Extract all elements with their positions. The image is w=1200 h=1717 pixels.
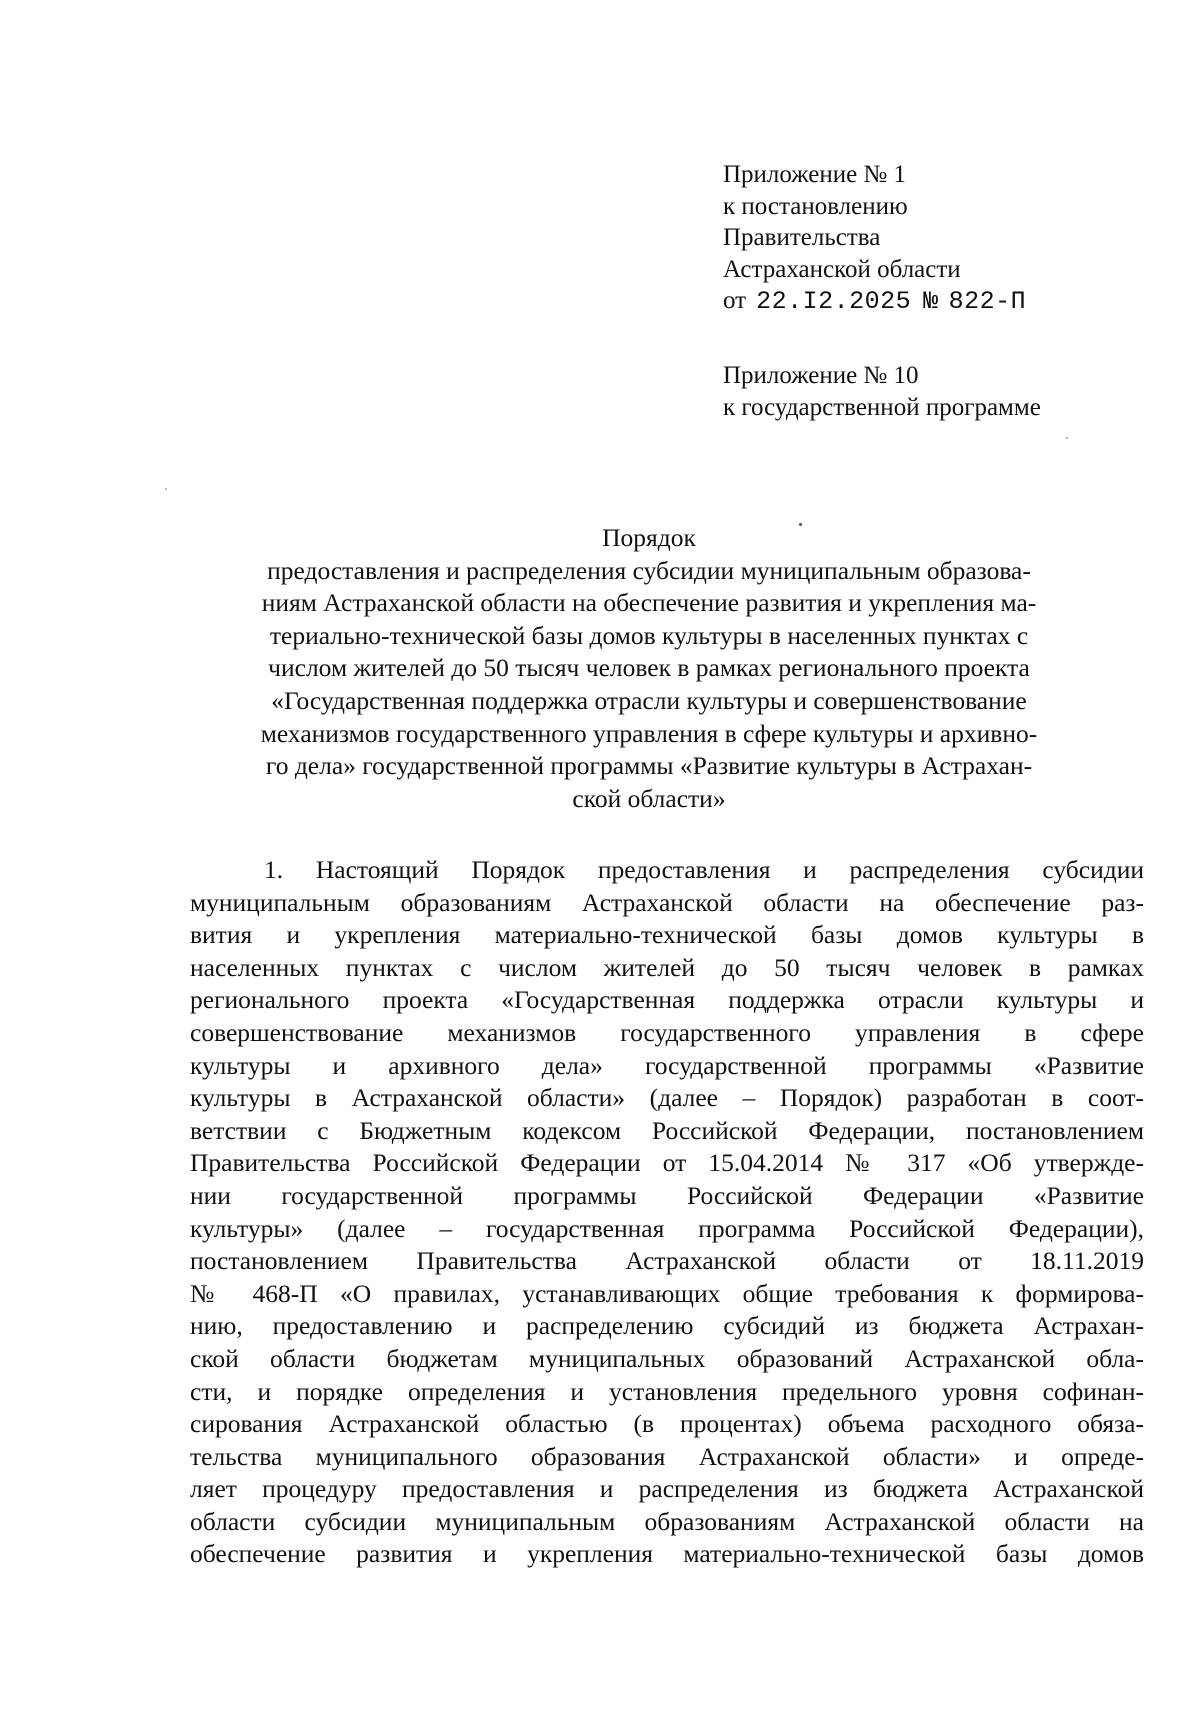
title-line: механизмов государственного управления в сфере культуры и архивно- xyxy=(260,718,1038,748)
appendix-1-line-4: Астраханской области xyxy=(723,255,961,283)
appendix-10-title: Приложение № 10 xyxy=(723,362,919,389)
body-line: нии государственной программы Российской Федерации «Развитие xyxy=(190,1180,1144,1210)
document-title xyxy=(190,522,1108,815)
body-line: муниципальным образованиям Астраханской области на обеспечение раз- xyxy=(190,887,1144,917)
body-line: вития и укрепления материально-технической базы домов культуры в xyxy=(190,920,1144,950)
body-line: сти, и порядке определения и установления предельного уровня софинан- xyxy=(190,1376,1144,1406)
body-line: ской области бюджетам муниципальных образований Астраханской обла- xyxy=(190,1343,1144,1373)
resolution-number: 822-П xyxy=(948,287,1027,316)
paragraph-1 xyxy=(190,854,1144,1571)
body-line: обеспечение развития и укрепления материально-технической базы домов xyxy=(190,1539,1144,1569)
body-line: № 468-П «О правилах, устанавливающих общие требования к формирова- xyxy=(190,1278,1144,1308)
appendix-1-line-3: Правительства xyxy=(723,224,881,251)
appendix-1-date-line xyxy=(723,285,1153,318)
appendix-1-line-2: к постановлению xyxy=(723,192,908,220)
title-line: ниям Астраханской области на обеспечение развития и укрепления ма- xyxy=(261,588,1037,618)
title-line: «Государственная поддержка отрасли культуры и совершенствование xyxy=(271,685,1027,715)
body-line: области субсидии муниципальным образованиям Астраханской области на xyxy=(190,1506,1144,1536)
body-line: Правительства Российской Федерации от 15.04.2014 № 317 «Об утвержде- xyxy=(190,1148,1144,1178)
body-line: тельства муниципального образования Астраханской области» и опреде- xyxy=(190,1441,1144,1471)
body-line: нию, предоставлению и распределению субсидий из бюджета Астрахан- xyxy=(190,1311,1144,1341)
body-line: совершенствование механизмов государственного управления в сфере xyxy=(190,1017,1144,1047)
body-line: 1. Настоящий Порядок предоставления и распределения субсидии xyxy=(264,855,1144,884)
appendix-10-header xyxy=(723,360,1153,423)
body-line: ветствии с Бюджетным кодексом Российской Федерации, постановлением xyxy=(190,1115,1144,1145)
body-line: постановлением Правительства Астраханской области от 18.11.2019 xyxy=(190,1246,1144,1276)
body-line: сирования Астраханской областью (в процентах) объема расходного обяза- xyxy=(190,1409,1144,1439)
scan-speck xyxy=(165,488,167,490)
title-line: териально-технической базы домов культуры в населенных пунктах с xyxy=(269,620,1029,650)
appendix-10-line-2: к государственной программе xyxy=(723,393,1041,421)
resolution-date: 22.I2.2025 xyxy=(756,287,912,316)
appendix-1-title: Приложение № 1 xyxy=(723,161,907,188)
title-line: числом жителей до 50 тысяч человек в рамках регионального проекта xyxy=(268,653,1030,683)
title-line: ской области» xyxy=(572,783,726,813)
scan-speck xyxy=(1066,437,1068,439)
appendix-1-header xyxy=(723,159,1153,318)
body-line: ляет процедуру предоставления и распределения из бюджета Астраханской xyxy=(190,1474,1144,1504)
number-sign: № xyxy=(923,287,939,316)
body-line: регионального проекта «Государственная поддержка отрасли культуры и xyxy=(190,985,1144,1015)
title-line: го дела» государственной программы «Развитие культуры в Астрахан- xyxy=(265,751,1033,781)
body-line: культуры и архивного дела» государственной программы «Развитие xyxy=(190,1050,1144,1080)
title-heading: Порядок xyxy=(602,523,696,552)
body-line: культуры в Астраханской области» (далее – Порядок) разработан в соот- xyxy=(190,1083,1144,1113)
title-line: предоставления и распределения субсидии муниципальным образова- xyxy=(267,555,1031,585)
date-prefix: от xyxy=(723,287,747,314)
body-line: культуры» (далее – государственная программа Российской Федерации), xyxy=(190,1213,1144,1243)
body-line: населенных пунктах с числом жителей до 50 тысяч человек в рамках xyxy=(190,952,1144,982)
scan-speck xyxy=(799,523,802,526)
